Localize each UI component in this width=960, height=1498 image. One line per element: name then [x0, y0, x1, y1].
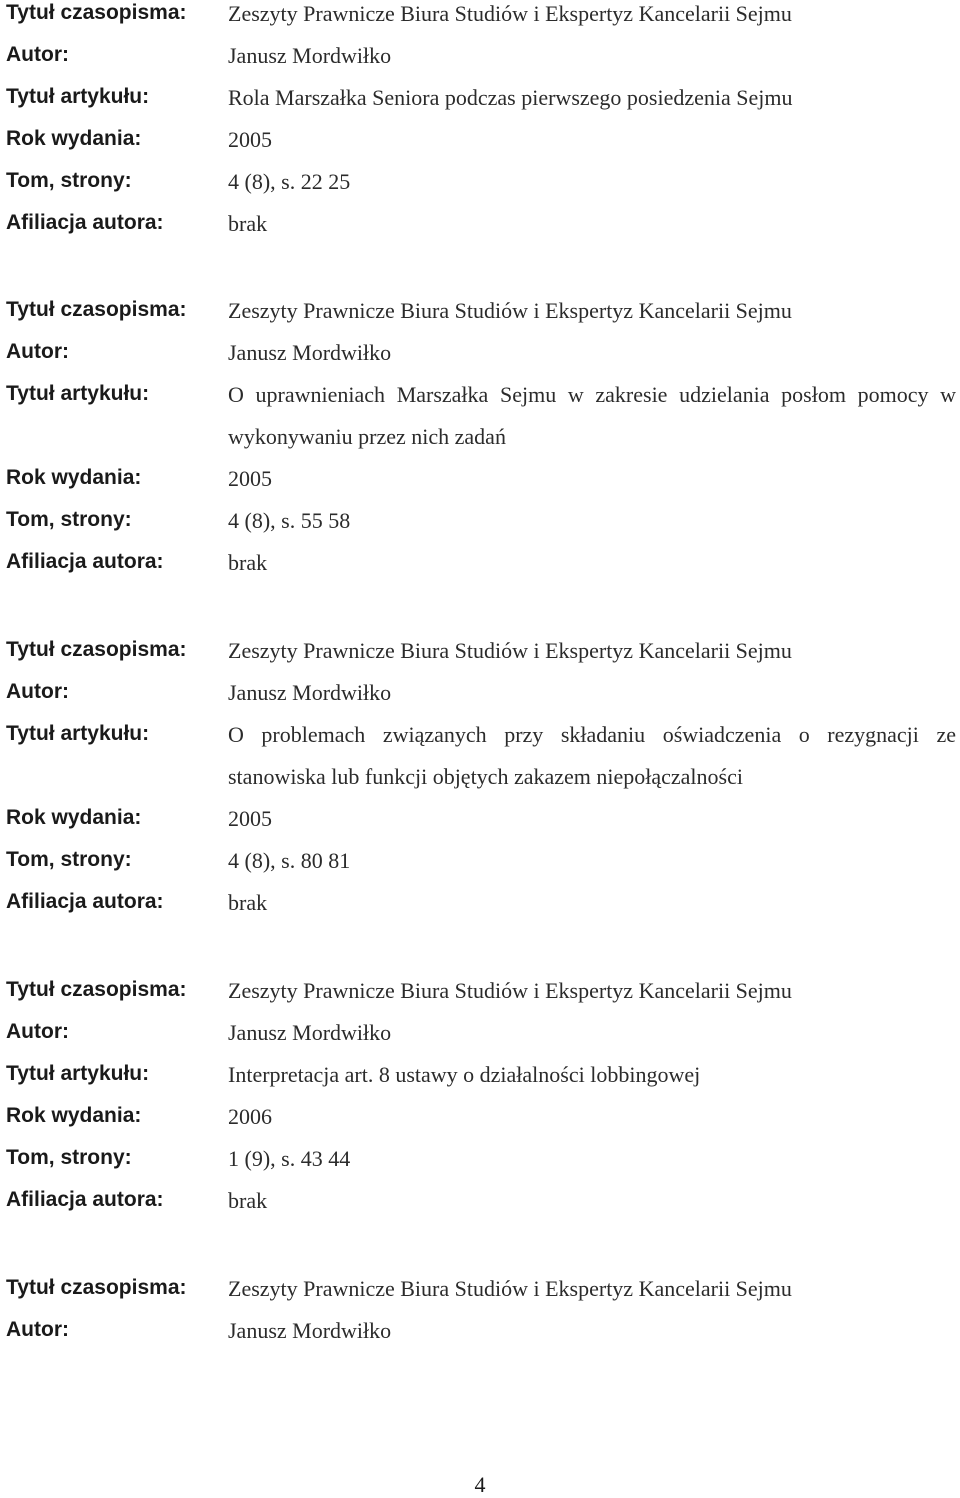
- author-row: [0, 1317, 960, 1359]
- journal-row: [0, 637, 960, 679]
- article-value: O uprawnieniach Marszałka Sejmu w zakresie udzielania posłom pomocy w wykonywaniu przez nich zadań: [228, 382, 956, 449]
- affiliation-value: brak: [228, 211, 268, 236]
- year-value: 2005: [228, 127, 272, 152]
- article-row: [0, 1061, 960, 1103]
- journal-row: [0, 977, 960, 1019]
- volume-row: [0, 847, 960, 889]
- affiliation-label: Afiliacja autora:: [6, 1188, 164, 1211]
- year-row: [0, 805, 960, 847]
- article-row: [0, 721, 960, 805]
- journal-value: Zeszyty Prawnicze Biura Studiów i Ekspertyz Kancelarii Sejmu: [228, 298, 792, 323]
- year-value: 2006: [228, 1104, 272, 1129]
- journal-label: Tytuł czasopisma:: [6, 978, 187, 1001]
- volume-label: Tom, strony:: [6, 848, 132, 871]
- article-label: Tytuł artykułu:: [6, 85, 150, 108]
- author-label: Autor:: [6, 340, 69, 363]
- volume-row: [0, 507, 960, 549]
- year-row: [0, 1103, 960, 1145]
- author-row: [0, 1019, 960, 1061]
- volume-label: Tom, strony:: [6, 508, 132, 531]
- author-label: Autor:: [6, 680, 69, 703]
- journal-row: [0, 0, 960, 42]
- author-label: Autor:: [6, 1020, 69, 1043]
- volume-row: [0, 1145, 960, 1187]
- affiliation-row: [0, 210, 960, 252]
- article-row: [0, 84, 960, 126]
- journal-row: [0, 297, 960, 339]
- article-value: Rola Marszałka Seniora podczas pierwszego posiedzenia Sejmu: [228, 85, 793, 110]
- year-value: 2005: [228, 466, 272, 491]
- affiliation-row: [0, 1187, 960, 1229]
- journal-label: Tytuł czasopisma:: [6, 638, 187, 661]
- author-value: Janusz Mordwiłko: [228, 43, 392, 68]
- affiliation-value: brak: [228, 890, 268, 915]
- volume-value: 4 (8), s. 55 58: [228, 508, 351, 533]
- article-value: O problemach związanych przy składaniu oświadczenia o rezygnacji ze stanowiska lub funkcji objętych zakazem niepołączalności: [228, 722, 956, 789]
- article-label: Tytuł artykułu:: [6, 722, 150, 745]
- year-label: Rok wydania:: [6, 806, 142, 829]
- affiliation-value: brak: [228, 1188, 268, 1213]
- year-row: [0, 465, 960, 507]
- affiliation-label: Afiliacja autora:: [6, 550, 164, 573]
- journal-value: Zeszyty Prawnicze Biura Studiów i Ekspertyz Kancelarii Sejmu: [228, 638, 792, 663]
- author-row: [0, 42, 960, 84]
- volume-value: 1 (9), s. 43 44: [228, 1146, 351, 1171]
- affiliation-label: Afiliacja autora:: [6, 211, 164, 234]
- article-label: Tytuł artykułu:: [6, 382, 150, 405]
- article-value: Interpretacja art. 8 ustawy o działalności lobbingowej: [228, 1062, 701, 1087]
- year-label: Rok wydania:: [6, 466, 142, 489]
- author-value: Janusz Mordwiłko: [228, 1318, 392, 1343]
- author-value: Janusz Mordwiłko: [228, 1020, 392, 1045]
- volume-row: [0, 168, 960, 210]
- author-label: Autor:: [6, 43, 69, 66]
- author-value: Janusz Mordwiłko: [228, 340, 392, 365]
- volume-value: 4 (8), s. 22 25: [228, 169, 351, 194]
- affiliation-row: [0, 549, 960, 591]
- year-label: Rok wydania:: [6, 1104, 142, 1127]
- volume-value: 4 (8), s. 80 81: [228, 848, 351, 873]
- article-label: Tytuł artykułu:: [6, 1062, 150, 1085]
- journal-value: Zeszyty Prawnicze Biura Studiów i Ekspertyz Kancelarii Sejmu: [228, 1276, 792, 1301]
- affiliation-value: brak: [228, 550, 268, 575]
- journal-label: Tytuł czasopisma:: [6, 1276, 187, 1299]
- journal-label: Tytuł czasopisma:: [6, 298, 187, 321]
- affiliation-row: [0, 889, 960, 931]
- page-number: 4: [474, 1472, 486, 1497]
- article-row: [0, 381, 960, 465]
- year-value: 2005: [228, 806, 272, 831]
- year-label: Rok wydania:: [6, 127, 142, 150]
- volume-label: Tom, strony:: [6, 1146, 132, 1169]
- journal-value: Zeszyty Prawnicze Biura Studiów i Ekspertyz Kancelarii Sejmu: [228, 978, 792, 1003]
- journal-value: Zeszyty Prawnicze Biura Studiów i Ekspertyz Kancelarii Sejmu: [228, 1, 792, 26]
- volume-label: Tom, strony:: [6, 169, 132, 192]
- year-row: [0, 126, 960, 168]
- affiliation-label: Afiliacja autora:: [6, 890, 164, 913]
- author-value: Janusz Mordwiłko: [228, 680, 392, 705]
- journal-row: [0, 1275, 960, 1317]
- author-label: Autor:: [6, 1318, 69, 1341]
- journal-label: Tytuł czasopisma:: [6, 1, 187, 24]
